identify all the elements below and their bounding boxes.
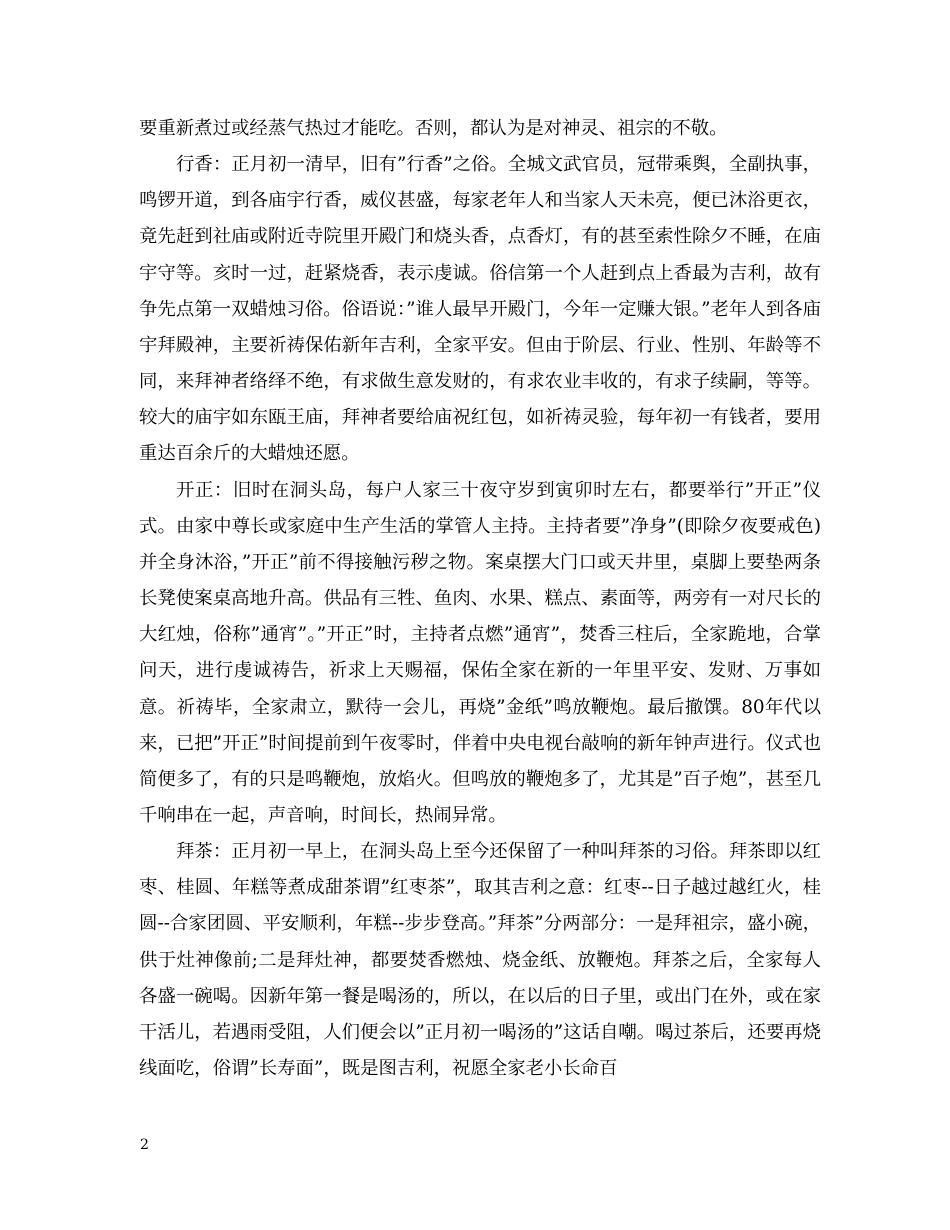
paragraph-kaizheng: 开正：旧时在洞头岛，每户人家三十夜守岁到寅卯时左右，都要举行”开正”仪式。由家中尊长或家庭中生产生活的掌管人主持。主持者要”净身”(即除夕夜要戒色)并全身沐浴，”开正”前不得接触污秽之物。案桌摆大门口或天井里，桌脚上要垫两条长凳使案桌高地升高。供品有三牲、鱼肉、水果、糕点、素面等，两旁有一对尺长的大红烛，俗称”通宵”。”开正”时，主持者点燃”通宵”，焚香三柱后，全家跪地，合掌问天，进行虔诚祷告，祈求上天赐福，保佑全家在新的一年里平安、发财、万事如意。祈祷毕，全家肃立，默待一会儿，再烧”金纸”鸣放鞭炮。最后撤馔。80年代以来，已把”开正”时间提前到午夜零时，伴着中央电视台敲响的新年钟声进行。仪式也简便多了，有的只是鸣鞭炮，放焰火。但鸣放的鞭炮多了，尤其是”百子炮”，甚至几千响串在一起，声音响，时间长，热闹异常。	[139, 479, 821, 826]
document-body	[139, 111, 821, 1087]
paragraph-baicha: 拜茶：正月初一早上，在洞头岛上至今还保留了一种叫拜茶的习俗。拜茶即以红枣、桂圆、年糕等煮成甜茶谓”红枣茶”，取其吉利之意：红枣--日子越过越红火，桂圆--合家团圆、平安顺利，年糕--步步登高。”拜茶”分两部分：一是拜祖宗，盛小碗，供于灶神像前;二是拜灶神，都要焚香燃烛、烧金纸、放鞭炮。拜茶之后，全家每人各盛一碗喝。因新年第一餐是喝汤的，所以，在以后的日子里，或出门在外，或在家干活儿，若遇雨受阻，人们便会以”正月初一喝汤的”这话自嘲。喝过茶后，还要再烧线面吃，俗谓”长寿面”，既是图吉利，祝愿全家老小长命百	[139, 841, 821, 1080]
paragraph-continuation: 要重新煮过或经蒸气热过才能吃。否则，都认为是对神灵、祖宗的不敬。	[139, 118, 728, 139]
page-number: 2	[140, 1137, 149, 1153]
paragraph-xingxiang: 行香：正月初一清早，旧有”行香”之俗。全城文武官员，冠带乘舆，全副执事，鸣锣开道，到各庙宇行香，威仪甚盛，每家老年人和当家人天未亮，便已沐浴更衣，竟先赶到社庙或附近寺院里开殿门和烧头香，点香灯，有的甚至索性除夕不睡，在庙宇守等。亥时一过，赶紧烧香，表示虔诚。俗信第一个人赶到点上香最为吉利，故有争先点第一双蜡烛习俗。俗语说：”谁人最早开殿门，今年一定赚大银。”老年人到各庙宇拜殿神，主要祈祷保佑新年吉利，全家平安。但由于阶层、行业、性别、年龄等不同，来拜神者络绎不绝，有求做生意发财的，有求农业丰收的，有求子续嗣，等等。较大的庙宇如东瓯王庙，拜神者要给庙祝红包，如祈祷灵验，每年初一有钱者，要用重达百余斤的大蜡烛还愿。	[139, 154, 821, 465]
